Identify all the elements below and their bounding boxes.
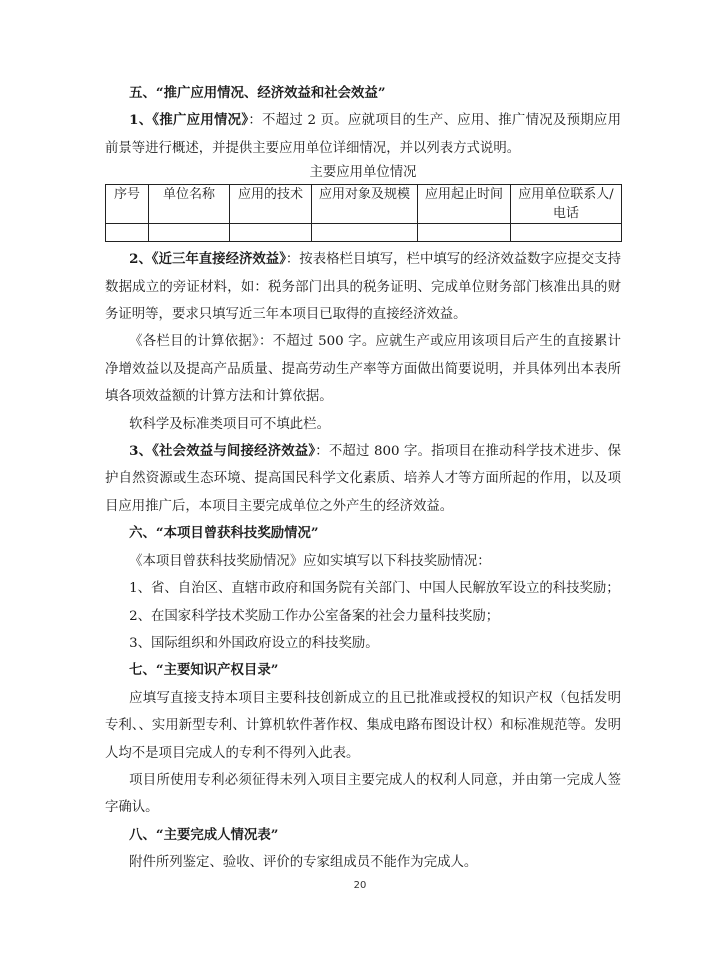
item1-number: 1、	[129, 112, 153, 129]
table-row	[106, 224, 622, 242]
item2-number: 2、	[129, 251, 152, 268]
item1-title: 《推广应用情况》	[152, 112, 249, 129]
award-item-3: 3、国际组织和外国政府设立的科技奖励。	[129, 635, 379, 651]
table-cell	[418, 224, 511, 242]
calc-basis-paragraph: 《各栏目的计算依据》：不超过 500 字。应就生产或应用该项目后产生的直接累计净增效益以及提高产品质量、提高劳动生产率等方面做出简要说明，并具体列出本表所填各项效益额的计算方法和计算依据。	[105, 334, 621, 405]
application-units-table	[105, 184, 622, 242]
table-cell	[312, 224, 418, 242]
table-caption: 主要应用单位情况	[309, 165, 417, 181]
item3-text: ：不超过 800 字。指项目在推动科学技术进步、保护自然资源或生态环境、提高国民科学文化素质、培养人才等方面所起的作用，以及项目应用推广后，本项目主要完成单位之外产生的经济效益。	[105, 444, 621, 514]
col-header-technology: 应用的技术	[230, 185, 312, 224]
item2-title: 《近三年直接经济效益》	[151, 251, 286, 268]
page-content	[105, 80, 621, 877]
col-header-period: 应用起止时间	[418, 185, 511, 224]
soft-science-note: 软科学及标准类项目可不填此栏。	[129, 416, 330, 432]
section7-paragraph-1: 应填写直接支持本项目主要科技创新成立的且已批准或授权的知识产权（包括发明专利、、实用新型专利、计算机软件著作权、集成电路布图设计权）和标准规范等。发明人均不是项目完成人的专利不得列入此表。	[105, 690, 621, 761]
page-number: 20	[353, 880, 367, 891]
section7-paragraph-2: 项目所使用专利必须征得未列入项目主要完成人的权利人同意，并由第一完成人签字确认。	[105, 772, 621, 816]
item1-paragraph	[105, 107, 621, 162]
item1-text: ：不超过 2 页。应就项目的生产、应用、推广情况及预期应用前景等进行概述，并提供主要应用单位详细情况，并以列表方式说明。	[105, 113, 621, 156]
item3-paragraph	[105, 438, 621, 520]
item3-title: 《社会效益与间接经济效益》	[152, 443, 316, 460]
section5-heading: 五、“推广应用情况、经济效益和社会效益”	[129, 85, 386, 101]
item2-paragraph	[105, 246, 621, 328]
table-cell	[511, 224, 622, 242]
section8-heading: 八、“主要完成人情况表”	[129, 826, 279, 843]
table-cell	[106, 224, 149, 242]
section6-intro: 《本项目曾获科技奖励情况》应如实填写以下科技奖励情况：	[129, 553, 491, 569]
col-header-index: 序号	[106, 185, 149, 224]
table-cell	[230, 224, 312, 242]
section6-heading: 六、“本项目曾获科技奖励情况”	[129, 525, 319, 542]
col-header-contact: 应用单位联系人/电话	[511, 185, 622, 224]
table-cell	[149, 224, 230, 242]
award-item-2: 2、在国家科学技术奖励工作办公室备案的社会力量科技奖励；	[129, 608, 500, 624]
col-header-object-scale: 应用对象及规模	[312, 185, 418, 224]
item3-number: 3、	[129, 443, 153, 460]
award-item-1: 1、省、自治区、直辖市政府和国务院有关部门、中国人民解放军设立的科技奖励；	[129, 581, 620, 597]
col-header-unit-name: 单位名称	[149, 185, 230, 224]
item2-text: ：按表格栏目填写，栏中填写的经济效益数字应提交支持数据成立的旁证材料，如：税务部门出具的税务证明、完成单位财务部门核准出具的财务证明等，要求只填写近三年本项目已取得的直接经济效益。	[105, 252, 621, 323]
section7-heading: 七、“主要知识产权目录”	[129, 662, 279, 679]
section8-paragraph: 附件所列鉴定、验收、评价的专家组成员不能作为完成人。	[129, 855, 478, 871]
table-header-row	[106, 185, 622, 224]
